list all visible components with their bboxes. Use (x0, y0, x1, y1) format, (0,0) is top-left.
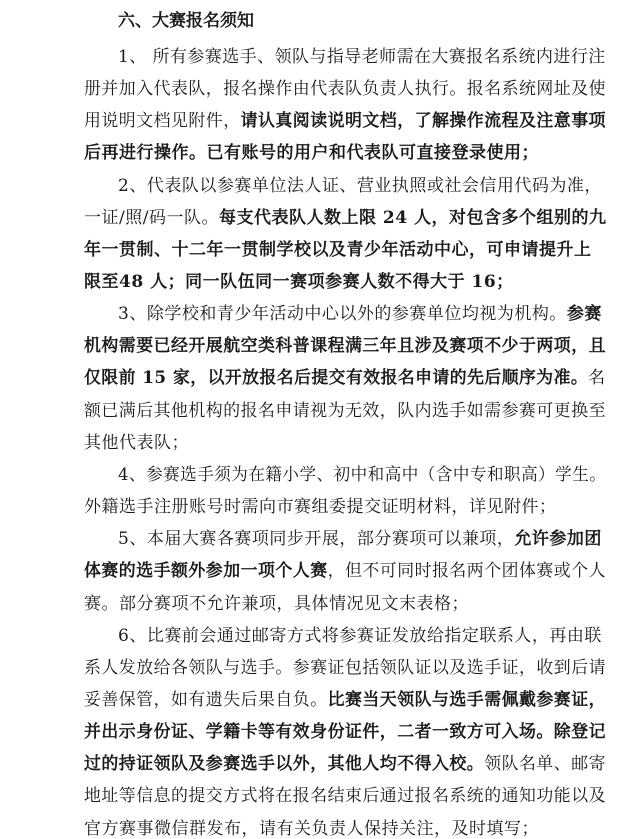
text-run: 2、代表队以参赛单位法人证、营业执照或社会信用代码为准， (118, 176, 602, 196)
text-line (84, 722, 606, 742)
text-run: 名 (588, 368, 606, 388)
text-line (84, 658, 606, 678)
text-run: 其他代表队； (84, 433, 189, 453)
bold-text-run: 年一贯制、十二年一贯制学校以及青少年活动中心，可申请提升上 (84, 240, 592, 260)
bold-text-run: 请认真阅读说明文档，了解操作流程及注意事项 (240, 111, 607, 131)
text-line (118, 176, 602, 196)
text-run: 4、参赛选手须为在籍小学、初中和高中（含中专和职高）学生。 (118, 465, 607, 485)
text-line (84, 401, 606, 421)
text-line (84, 433, 189, 453)
bold-text-run: 并出示身份证、学籍卡等有效身份证件，二者一致方可入场。除登记 (84, 722, 606, 742)
text-run: 赛。部分赛项不允许兼项，具体情况见文末表格； (84, 594, 469, 614)
bold-text-run: 仅限前 15 家，以开放报名后提交有效报名申请的先后顺序为准。 (84, 368, 589, 388)
text-line (84, 111, 606, 131)
text-run: 6、比赛前会通过邮寄方式将参赛证发放给指定联系人，再由联 (118, 626, 602, 646)
text-line (84, 143, 539, 163)
text-run: 外籍选手注册账号时需向市赛组委提交证明材料，详见附件； (84, 497, 557, 517)
text-line (84, 272, 514, 292)
bold-text-run: 比赛当天领队与选手需佩戴参赛证， (327, 690, 606, 710)
text-run: 领队名单、邮寄 (484, 754, 606, 774)
text-run: 一证/照/码一队。 (84, 208, 219, 228)
text-line (118, 626, 602, 646)
text-run: 额已满后其他机构的报名申请视为无效，队内选手如需参赛可更换至 (84, 401, 606, 421)
text-line (118, 465, 606, 485)
text-run: 1、 所有参赛选手、领队与指导老师需在大赛报名系统内进行注 (118, 47, 606, 67)
bold-text-run: 允许参加团 (514, 529, 602, 549)
text-run: 系人发放给各领队与选手。参赛证包括领队证以及选手证，收到后请 (84, 658, 606, 678)
text-line (84, 819, 539, 839)
text-run: 地址等信息的提交方式将在报名结束后通过报名系统的通知功能以及 (84, 786, 606, 806)
text-line (84, 754, 606, 774)
bold-text-run: 后再进行操作。已有账号的用户和代表队可直接登录使用； (84, 143, 539, 163)
text-line (84, 497, 557, 517)
bold-text-run: 每支代表队人数上限 24 人，对包含多个组别的九 (218, 208, 607, 228)
text-line (118, 47, 606, 67)
text-run: 官方赛事微信群发布，请有关负责人保持关注，及时填写； (84, 819, 539, 839)
bold-text-run: 体赛的选手额外参加一项个人赛 (84, 561, 328, 581)
text-line (118, 529, 602, 549)
text-line (84, 79, 606, 99)
section-title: 六、大赛报名须知 (118, 11, 254, 31)
text-run: 妥善保管，如有遗失后果自负。 (84, 690, 328, 710)
text-line (84, 336, 606, 356)
text-line (84, 594, 469, 614)
text-line (84, 690, 606, 710)
bold-text-run: 机构需要已经开展航空类科普课程满三年且涉及赛项不少于两项，且 (84, 336, 606, 356)
text-line (84, 786, 606, 806)
text-line (84, 561, 606, 581)
bold-text-run: 参赛 (566, 304, 602, 324)
text-run: ，但不可同时报名两个团体赛或个人 (327, 561, 606, 581)
text-run: 用说明文档见附件， (84, 111, 241, 131)
bold-text-run: 限至48 人；同一队伍同一赛项参赛人数不得大于 16； (84, 272, 514, 292)
text-run: 册并加入代表队，报名操作由代表队负责人执行。报名系统网址及使 (84, 79, 606, 99)
text-run: 3、除学校和青少年活动中心以外的参赛单位均视为机构。 (118, 304, 567, 324)
text-run: 5、本届大赛各赛项同步开展，部分赛项可以兼项， (118, 529, 515, 549)
bold-text-run: 过的持证领队及参赛选手以外，其他人均不得入校。 (84, 754, 485, 774)
text-line (118, 304, 602, 324)
text-line (84, 240, 592, 260)
text-line (84, 208, 606, 228)
text-line (84, 368, 606, 388)
